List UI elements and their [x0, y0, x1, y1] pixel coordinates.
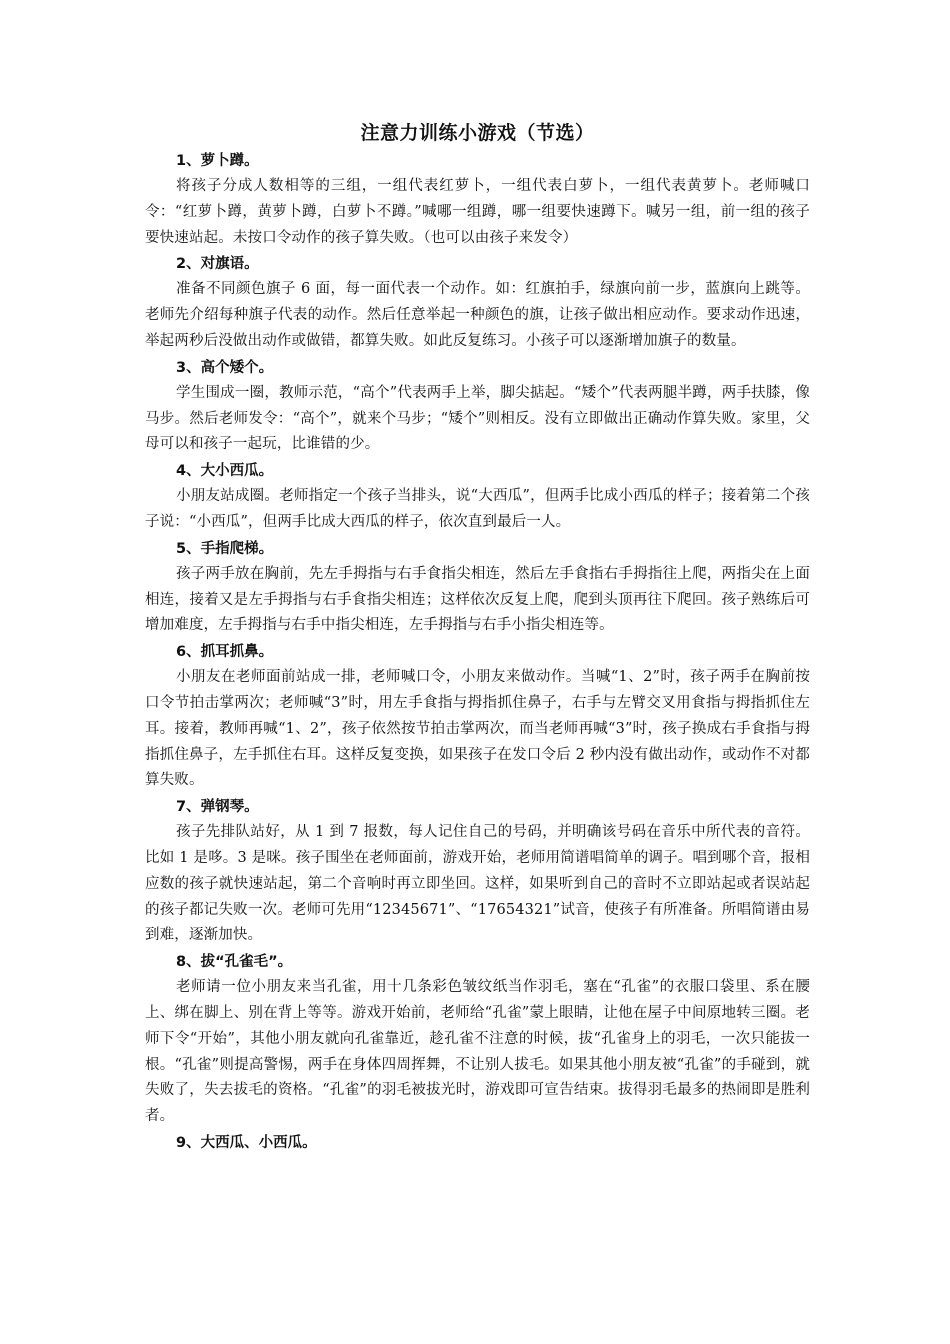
section-body: 孩子两手放在胸前，先左手拇指与右手食指尖相连，然后左手食指右手拇指往上爬，两指尖在上面相连，接着又是左手拇指与右手食指尖相连；这样依次反复上爬，爬到头顶再往下爬回。孩子熟练后可增加难度，左手拇指与右手中指尖相连，左手拇指与右手小指尖相连等。 — [145, 565, 810, 634]
document-title: 注意力训练小游戏（节选） — [360, 122, 595, 144]
section-heading: 9、大西瓜、小西瓜。 — [176, 1134, 317, 1151]
section-body: 小朋友站成圈。老师指定一个孩子当排头，说“大西瓜”，但两手比成小西瓜的样子；接着第二个孩子说：“小西瓜”，但两手比成大西瓜的样子，依次直到最后一人。 — [145, 488, 810, 530]
section-body: 将孩子分成人数相等的三组，一组代表红萝卜，一组代表白萝卜，一组代表黄萝卜。老师喊口令：“红萝卜蹲，黄萝卜蹲，白萝卜不蹲。”喊哪一组蹲，哪一组要快速蹲下。喊另一组，前一组的孩子要快速站起。未按口令动作的孩子算失败。（也可以由孩子来发令） — [145, 178, 810, 246]
section-heading: 6、抓耳抓鼻。 — [176, 644, 274, 661]
section-6 — [145, 639, 810, 794]
section-heading: 2、对旗语。 — [176, 256, 259, 273]
section-heading: 3、高个矮个。 — [176, 359, 274, 376]
section-8 — [145, 949, 810, 1130]
section-4 — [145, 458, 810, 536]
section-heading: 1、萝卜蹲。 — [176, 153, 259, 169]
section-3 — [145, 355, 810, 458]
section-body: 小朋友在老师面前站成一排，老师喊口令，小朋友来做动作。当喊“1、2”时，孩子两手在胸前按口令节拍击掌两次；老师喊“3”时，用左手食指与拇指抓住鼻子，右手与左臂交叉用食指与拇指抓住左耳。接着，教师再喊“1、2”，孩子依然按节拍击掌两次，而当老师再喊“3”时，孩子换成右手食指与拇指抓住鼻子，左手抓住右耳。这样反复变换，如果孩子在发口令后 2 秒内没有做出动作，或动作不对都算失败。 — [145, 669, 810, 789]
section-5 — [145, 536, 810, 639]
section-body: 学生围成一圈，教师示范，“高个”代表两手上举，脚尖掂起。“矮个”代表两腿半蹲，两手扶膝，像马步。然后老师发令：“高个”，就来个马步；“矮个”则相反。没有立即做出正确动作算失败。家里，父母可以和孩子一起玩，比谁错的少。 — [145, 384, 810, 453]
section-heading: 8、拔“孔雀毛”。 — [176, 954, 293, 971]
section-1 — [145, 148, 810, 251]
section-heading: 5、手指爬梯。 — [176, 540, 274, 557]
section-7 — [145, 794, 810, 949]
section-body: 孩子先排队站好，从 1 到 7 报数，每人记住自己的号码，并明确该号码在音乐中所代表的音符。比如 1 是哆。3 是咪。孩子围坐在老师面前，游戏开始，老师用简谱唱简单的调子。唱到哪个音，报相应数的孩子就快速站起，第二个音响时再立即坐回。这样，如果听到自己的音时不立即站起或者误站起的孩子都记失败一次。老师可先用“12345671”、“17654321”试音，使孩子有所准备。所唱简谱由易到难，逐渐加快。 — [145, 824, 810, 944]
section-2 — [145, 251, 810, 354]
section-body: 准备不同颜色旗子 6 面，每一面代表一个动作。如：红旗拍手，绿旗向前一步，蓝旗向上跳等。老师先介绍每种旗子代表的动作。然后任意举起一种颜色的旗，让孩子做出相应动作。要求动作迅速，举起两秒后没做出动作或做错，都算失败。如此反复练习。小孩子可以逐渐增加旗子的数量。 — [145, 281, 810, 349]
section-heading: 4、大小西瓜。 — [176, 463, 274, 480]
document-page — [145, 118, 810, 1156]
section-body: 老师请一位小朋友来当孔雀，用十几条彩色皱纹纸当作羽毛，塞在“孔雀”的衣服口袋里、系在腰上、绑在脚上、别在背上等等。游戏开始前，老师给“孔雀”蒙上眼睛，让他在屋子中间原地转三圈。老师下令“开始”，其他小朋友就向孔雀靠近，趁孔雀不注意的时候，拔“孔雀身上的羽毛，一次只能拔一根。“孔雀”则提高警惕，两手在身体四周挥舞，不让别人拔毛。如果其他小朋友被“孔雀”的手碰到，就失败了，失去拔毛的资格。“孔雀”的羽毛被拔光时，游戏即可宣告结束。拔得羽毛最多的热闹即是胜利者。 — [145, 979, 810, 1125]
section-9 — [145, 1130, 810, 1156]
section-heading: 7、弹钢琴。 — [176, 799, 259, 816]
